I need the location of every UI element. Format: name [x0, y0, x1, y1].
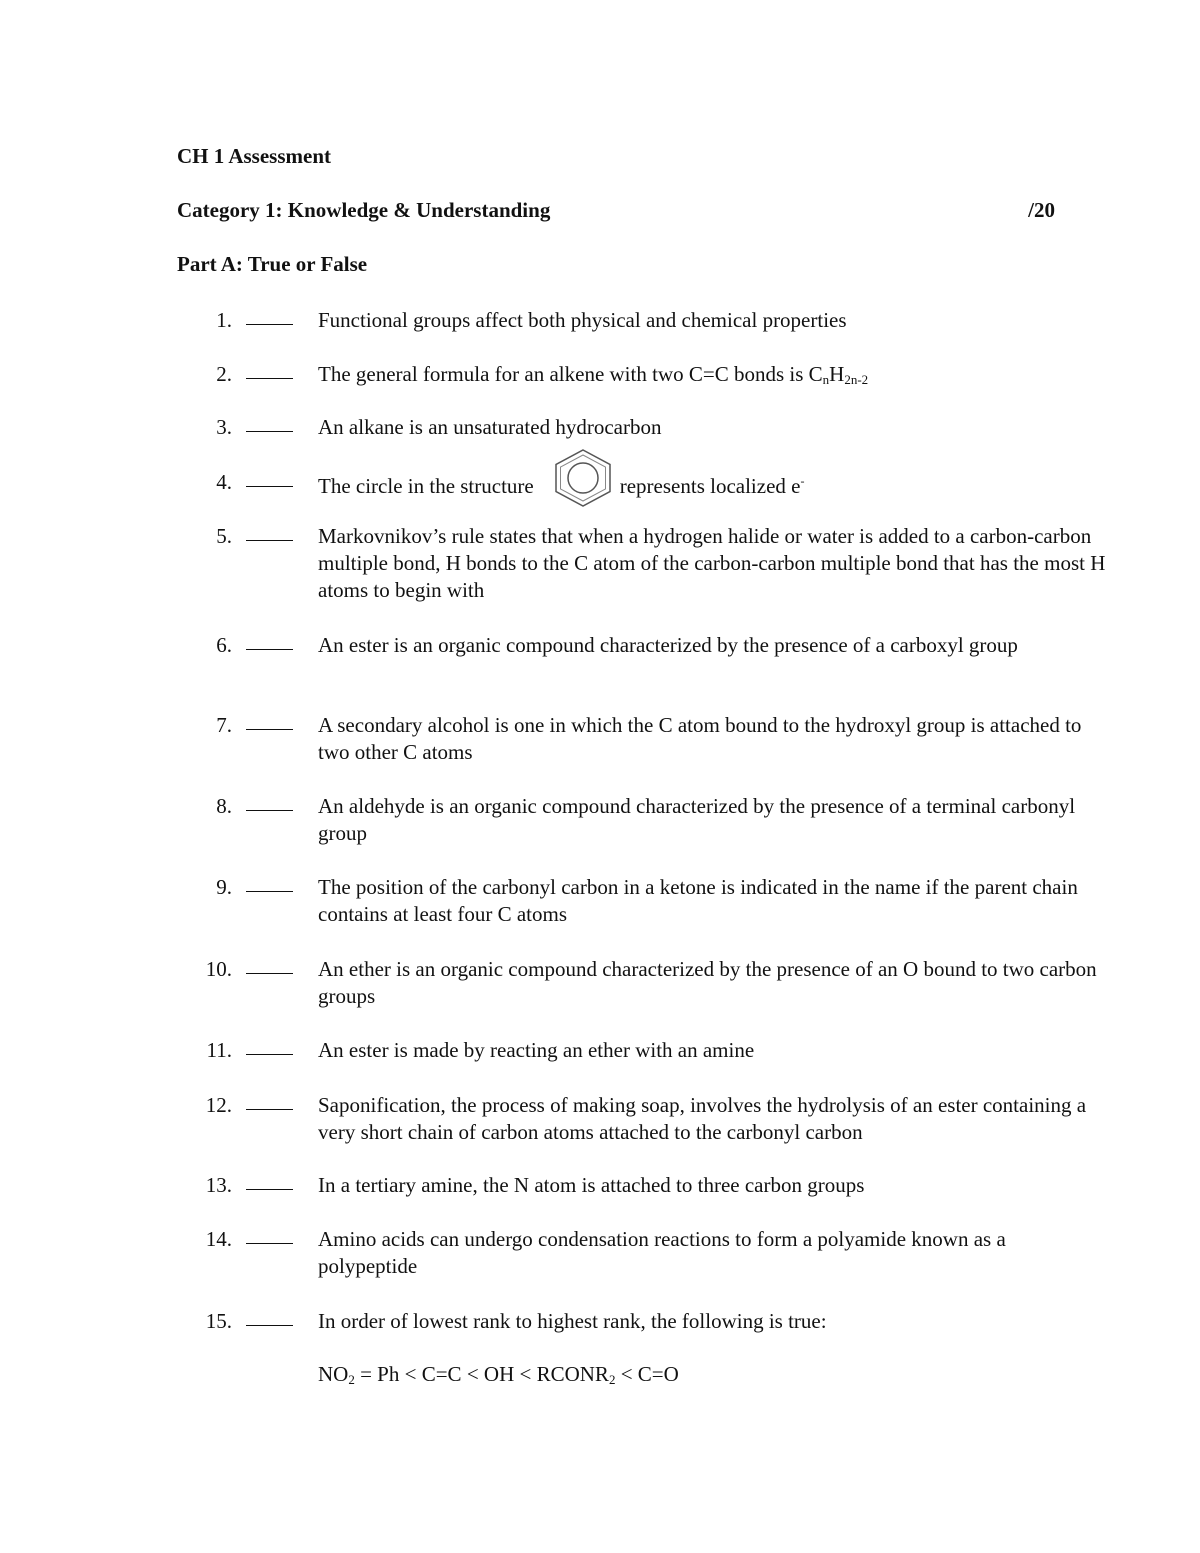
question-text-part: The general formula for an alkene with two C=C bonds is C [318, 362, 823, 386]
answer-blank[interactable] [246, 874, 293, 892]
question-text: An ester is made by reacting an ether with an amine [318, 1038, 755, 1062]
page-title: CH 1 Assessment [177, 144, 332, 168]
question-text: Functional groups affect both physical and chemical properties [318, 308, 847, 332]
question-number: 7. [216, 713, 232, 737]
question-text: An ester is an organic compound characterized by the presence of a carboxyl group [318, 633, 1018, 657]
question-text: In order of lowest rank to highest rank, the following is true: [318, 1309, 827, 1333]
question-text [318, 361, 1108, 388]
question-text: An aldehyde is an organic compound characterized by the presence of a terminal carbonyl group [318, 794, 1076, 845]
question-number: 9. [216, 875, 232, 899]
answer-blank[interactable] [246, 523, 293, 541]
answer-blank[interactable] [246, 1037, 293, 1055]
category-label: Category 1: Knowledge & Understanding [177, 198, 551, 222]
answer-blank[interactable] [246, 956, 293, 974]
question-number: 14. [205, 1227, 232, 1251]
answer-blank[interactable] [246, 793, 293, 811]
question-text: Markovnikov’s rule states that when a hydrogen halide or water is added to a carbon-carbon multiple bond, H bonds to the C atom of the carbon-carbon multiple bond that has the most H atoms to begin with [318, 524, 1106, 602]
score-total: /20 [1028, 198, 1055, 222]
subscript: n [822, 372, 830, 387]
answer-blank[interactable] [246, 712, 293, 730]
subscript: 2 [348, 1372, 355, 1387]
answer-blank[interactable] [246, 361, 293, 379]
question-text [318, 469, 1108, 507]
question-text: In a tertiary amine, the N atom is attached to three carbon groups [318, 1173, 865, 1197]
question-number: 4. [216, 470, 232, 494]
formula-part: NO [318, 1362, 349, 1386]
question-number: 1. [216, 308, 232, 332]
answer-blank[interactable] [246, 1308, 293, 1326]
question-number: 8. [216, 794, 232, 818]
question-number: 5. [216, 524, 232, 548]
question-number: 12. [205, 1093, 232, 1117]
question-text: A secondary alcohol is one in which the C atom bound to the hydroxyl group is attached to two other C atoms [318, 713, 1082, 764]
benzene-structure-icon [552, 449, 614, 507]
question-number: 11. [206, 1038, 232, 1062]
category-heading [177, 198, 1055, 223]
answer-blank[interactable] [246, 414, 293, 432]
question-text-part: The circle in the structure [318, 473, 534, 498]
question-number: 13. [205, 1173, 232, 1197]
question-text-part: H [829, 362, 845, 386]
question-text: An alkane is an unsaturated hydrocarbon [318, 415, 662, 439]
question-number: 10. [205, 957, 232, 981]
subscript: 2n-2 [844, 372, 869, 387]
superscript: - [800, 473, 805, 488]
answer-blank[interactable] [246, 307, 293, 325]
answer-blank[interactable] [246, 632, 293, 650]
formula-part: < C=O [615, 1362, 679, 1386]
question-text: Saponification, the process of making soap, involves the hydrolysis of an ester containing a very short chain of carbon atoms attached to the carbonyl carbon [318, 1093, 1087, 1144]
answer-blank[interactable] [246, 1226, 293, 1244]
question-text: The position of the carbonyl carbon in a ketone is indicated in the name if the parent chain contains at least four C atoms [318, 875, 1078, 926]
question-number: 3. [216, 415, 232, 439]
formula-part: = Ph < C=C < OH < RCONR [354, 1362, 609, 1386]
question-number: 6. [216, 633, 232, 657]
question-text-part: represents localized e [619, 473, 801, 498]
question-number: 2. [216, 362, 232, 386]
question-number: 15. [205, 1309, 232, 1333]
question-text: An ether is an organic compound characterized by the presence of an O bound to two carbon groups [318, 957, 1097, 1008]
question-text: Amino acids can undergo condensation reactions to form a polyamide known as a polypeptide [318, 1227, 1006, 1278]
answer-blank[interactable] [246, 1092, 293, 1110]
answer-blank[interactable] [246, 469, 293, 487]
formula-text [318, 1361, 1108, 1388]
part-heading: Part A: True or False [177, 252, 368, 276]
subscript: 2 [608, 1372, 616, 1387]
answer-blank[interactable] [246, 1172, 293, 1190]
